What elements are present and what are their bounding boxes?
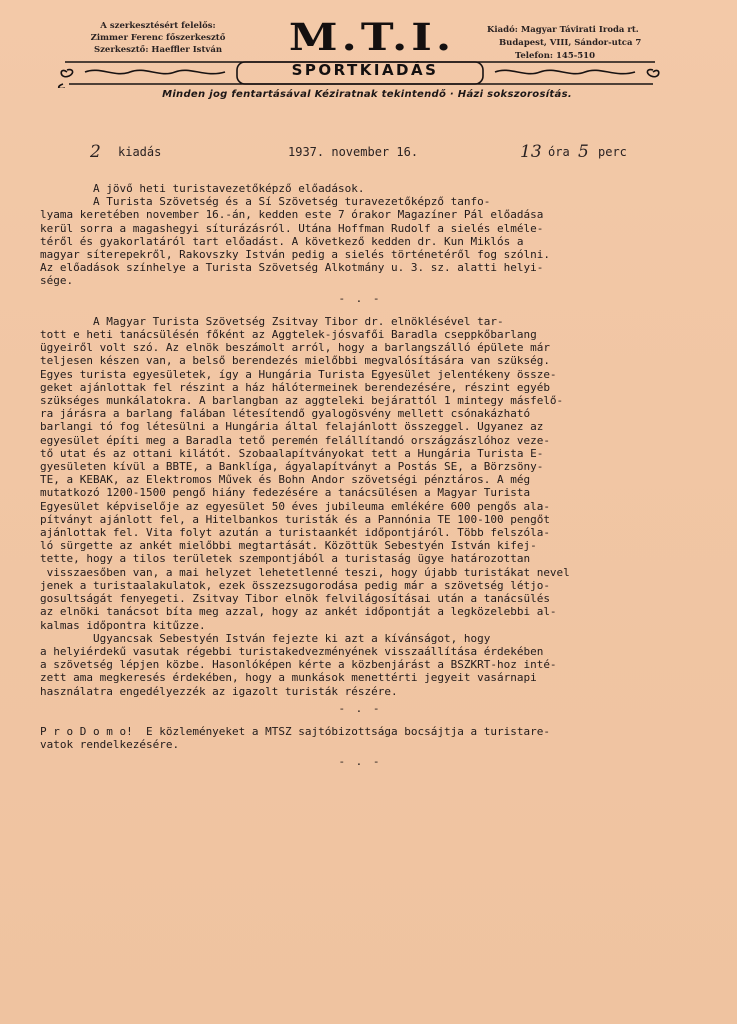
text-line: használatra engedélyezzék az igazolt turisták részére. bbox=[40, 684, 398, 698]
document-body bbox=[40, 182, 720, 779]
text-line: vatok rendelkezésére. bbox=[40, 738, 180, 752]
text-line: gosultságát fenyegeti. Zsitvay Tibor elnök felvilágosításai után a tanácsülés bbox=[40, 592, 550, 606]
mti-logo: M.T.I. bbox=[288, 15, 456, 60]
text-line: TE, a KEBAK, az Elektromos Művek és Bohn Andor szövetségi pénztáros. A még bbox=[40, 473, 531, 487]
text-line: a szövetség lépjen közbe. Hasonlóképen kérte a közbenjárást a BSZKRT-hoz inté- bbox=[40, 658, 557, 672]
sportkiadas-banner: SPORTKIADÁS bbox=[291, 61, 439, 79]
text-line: pítványt ajánlott fel, a Hitelbankos turisták és a Pannónia TE 100-100 pengőt bbox=[40, 512, 550, 526]
text-line: teljesen készen van, a belső berendezés mielőbbi megvalósítására van szükség. bbox=[40, 354, 550, 368]
text-line: sége. bbox=[40, 274, 74, 288]
text-line: ajánlottak fel. Vita folyt azután a turistaankét időpontjáról. Több felszóla- bbox=[40, 526, 550, 540]
editor-credits bbox=[63, 20, 253, 56]
article-pro-domo bbox=[40, 725, 720, 751]
publisher-line: Telefon: 145-510 bbox=[515, 51, 596, 61]
text-line: szükséges munkálatokra. A barlangban az aggteleki bejárattól 1 mintegy másfelő- bbox=[40, 394, 564, 408]
text-line: visszaesőben van, a mai helyzet lehetetlenné teszi, hogy újabb turistákat nevel bbox=[40, 565, 570, 579]
editor-line: Szerkesztő: Haeffler István bbox=[93, 45, 223, 55]
rights-notice: Minden jog fentartásával Kéziratnak tekintendő · Házi sokszorosítás. bbox=[162, 89, 572, 100]
text-line: a helyiérdekű vasutak régebbi turistakedvezményének visszaállítása érdekében bbox=[40, 644, 544, 658]
text-line: mutatkozó 1200-1500 pengő hiány fedezésére a tanácsülésen a Magyar Turista bbox=[40, 486, 531, 500]
text-line: ló sürgette az ankét mielőbbi megtartását. Közöttük Sebestyén István kifej- bbox=[40, 539, 537, 553]
section-separator: - . - bbox=[338, 755, 382, 769]
text-line: ra járásra a barlang falában létesítendő gyalogösvény mellett csónakázható bbox=[40, 407, 531, 421]
article-ski-lectures bbox=[40, 182, 720, 288]
text-line: Egyesület képviselője az egyesület 50 éves jubileuma emlékére 600 pengős ala- bbox=[40, 499, 550, 513]
editor-line: Zimmer Ferenc főszerkesztő bbox=[90, 33, 226, 43]
text-line: kerül sorra a magashegyi síturázásról. Utána Hoffman Rudolf a sielés elméle- bbox=[40, 221, 544, 235]
text-line: Egyes turista egyesületek, így a Hungária Turista Egyesület jelentékeny össze- bbox=[40, 367, 557, 381]
text-line: gyesületen kívül a BBTE, a Banklíga, ágyalapítványt a Postás SE, a Börzsöny- bbox=[40, 460, 544, 474]
article-baradla-cave bbox=[40, 315, 720, 698]
section-separator: - . - bbox=[338, 701, 382, 715]
minute-label: perc bbox=[598, 145, 627, 159]
text-line: az elnöki tanácsot bíta meg azzal, hogy az ankét időpontját a legközelebbi al- bbox=[40, 605, 557, 619]
section-separator: - . - bbox=[338, 291, 382, 305]
text-line: Az előadások színhelye a Turista Szövetség Alkotmány u. 3. sz. alatti helyi- bbox=[40, 261, 544, 275]
publisher-line: Kiadó: Magyar Távirati Iroda rt. bbox=[487, 25, 639, 35]
minute-number: 5 bbox=[578, 142, 589, 162]
edition-label: kiadás bbox=[118, 145, 162, 159]
hour-label: óra bbox=[548, 145, 570, 159]
text-line: A Magyar Turista Szövetség Zsitvay Tibor dr. elnöklésével tar- bbox=[40, 314, 504, 328]
text-line: geket ajánlottak fel részint a ház hálótermeinek berendezésére, részint egyéb bbox=[40, 380, 550, 394]
text-line: A Turista Szövetség és a Sí Szövetség turavezetőképző tanfo- bbox=[40, 195, 491, 209]
text-line: magyar síterepekről, Rakovszky István pedig a sielés történetéről fog szólni. bbox=[40, 248, 550, 262]
text-line: egyesület építi meg a Baradla tető peremén felállítandó országzászlóhoz veze- bbox=[40, 433, 550, 447]
text-line: zett ama megkeresés érdekében, hogy a munkások menettérti jegyeit vasárnapi bbox=[40, 671, 537, 685]
text-line: barlangi tó fog létesülni a Hungária által felajánlott összeggel. Ugyanez az bbox=[40, 420, 544, 434]
text-line: téről és gyakorlatáról tart előadást. A következő kedden dr. Kun Miklós a bbox=[40, 234, 524, 248]
text-line: tette, hogy a tilos területek szempontjából a turistaság ügye határozottan bbox=[40, 552, 531, 566]
masthead bbox=[55, 14, 675, 114]
editor-line: A szerkesztésért felelős: bbox=[100, 21, 216, 31]
text-line: tott e heti tanácsülésén főként az Aggtelek-jósvafői Baradla cseppkőbarlang bbox=[40, 328, 537, 342]
text-line: Ugyancsak Sebestyén István fejezte ki azt a kívánságot, hogy bbox=[40, 631, 491, 645]
text-line: tő utat és az ottani kilátót. Szobaalapítványokat tett a Hungária Turista E- bbox=[40, 446, 544, 460]
edition-number: 2 bbox=[90, 142, 101, 162]
publisher-line: Budapest, VIII, Sándor-utca 7 bbox=[499, 38, 642, 48]
text-line: kalmas időpontra kitűzze. bbox=[40, 618, 206, 632]
hour-number: 13 bbox=[520, 142, 542, 162]
issue-date: 1937. november 16. bbox=[288, 145, 419, 159]
text-line: A jövő heti turistavezetőképző előadások. bbox=[40, 182, 365, 195]
text-line: lyama keretében november 16.-án, kedden este 7 órakor Magazíner Pál előadása bbox=[40, 208, 544, 222]
text-line: P r o D o m o! E közleményeket a MTSZ sajtóbizottsága bocsájtja a turistare- bbox=[40, 724, 550, 738]
text-line: jenek a turistaalakulatok, ezek összezsugorodása pedig már a szövetség létjo- bbox=[40, 578, 550, 592]
text-line: ügyeiről volt szó. Az elnök beszámolt arról, hogy a barlangszálló épülete már bbox=[40, 341, 550, 355]
